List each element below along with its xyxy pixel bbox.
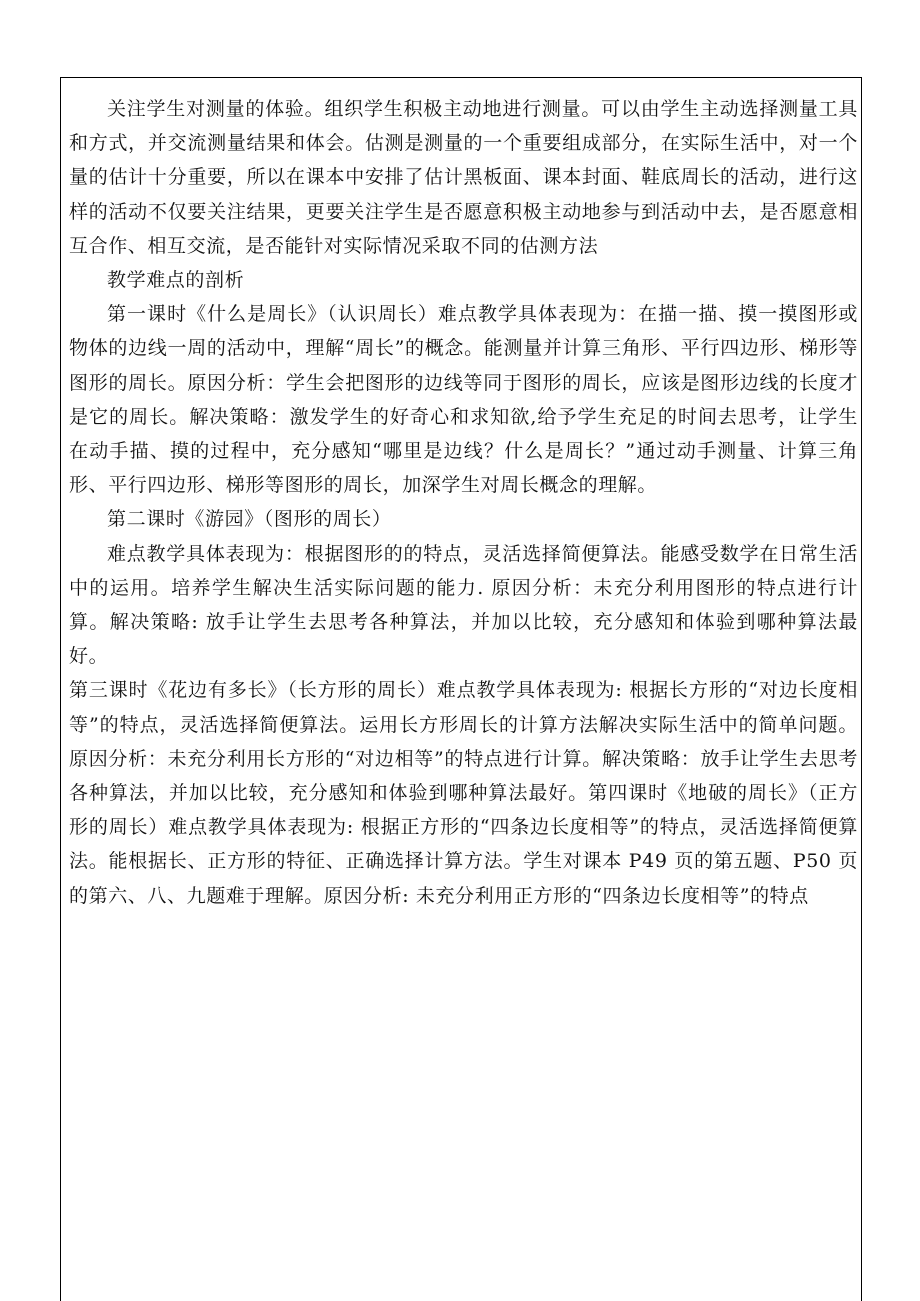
document-frame	[60, 77, 862, 1301]
paragraph-lesson-two: 难点教学具体表现为：根据图形的的特点，灵活选择简便算法。能感受数学在日常生活中的运用。培养学生解决生活实际问题的能力. 原因分析：未充分利用图形的特点进行计算。解决策略: 放手让学生去思考各种算法，并加以比较，充分感知和体验到哪种算法最好。	[69, 542, 858, 668]
heading-lesson-two: 第二课时《游园》（图形的周长）	[107, 508, 392, 531]
paragraph-measurement-experience: 关注学生对测量的体验。组织学生积极主动地进行测量。可以由学生主动选择测量工具和方式，并交流测量结果和体会。估测是测量的一个重要组成部分，在实际生活中，对一个量的估计十分重要，所以在课本中安排了估计黑板面、课本封面、鞋底周长的活动，进行这样的活动不仅要关注结果，更要关注学生是否愿意积极主动地参与到活动中去，是否愿意相互合作、相互交流，是否能针对实际情况采取不同的估测方法	[69, 98, 858, 257]
paragraph-lesson-one: 第一课时《什么是周长》（认识周长）难点教学具体表现为：在描一描、摸一摸图形或物体的边线一周的活动中，理解“周长”的概念。能测量并计算三角形、平行四边形、梯形等图形的周长。原因分析：学生会把图形的边线等同于图形的周长，应该是图形边线的长度才是它的周长。解决策略：激发学生的好奇心和求知欲,给予学生充足的时间去思考，让学生在动手描、摸的过程中，充分感知“哪里是边线？什么是周长？”通过动手测量、计算三角形、平行四边形、梯形等图形的周长，加深学生对周长概念的理解。	[69, 303, 858, 497]
paragraph-lesson-three-four: 第三课时《花边有多长》（长方形的周长）难点教学具体表现为: 根据长方形的“对边长度相等”的特点，灵活选择简便算法。运用长方形周长的计算方法解决实际生活中的简单问题。原因分析：未充分利用长方形的“对边相等”的特点进行计算。解决策略：放手让学生去思考各种算法，并加以比较，充分感知和体验到哪种算法最好。第四课时《地破的周长》（正方形的周长）难点教学具体表现为: 根据正方形的“四条边长度相等”的特点，灵活选择简便算法。能根据长、正方形的特征、正确选择计算方法。学生对课本 P49 页的第五题、P50 页的第六、八、九题难于理解。原因分析: 未充分利用正方形的“四条边长度相等”的特点	[69, 679, 858, 907]
document-body	[69, 92, 858, 913]
heading-difficulty-analysis: 教学难点的剖析	[107, 269, 245, 292]
